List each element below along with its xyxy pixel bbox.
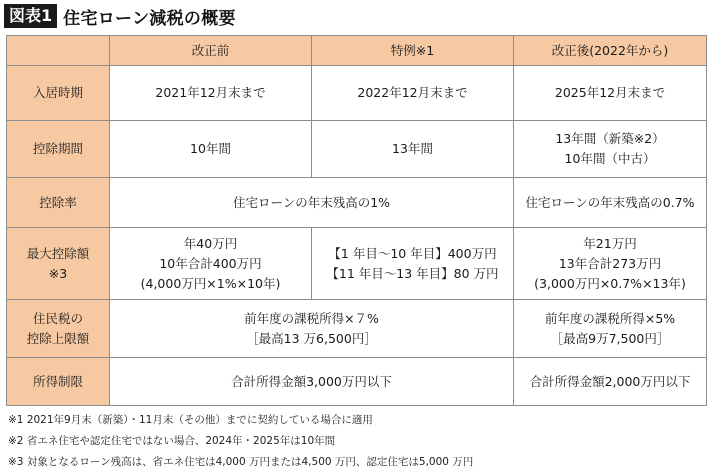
column-header-after: 改正後(2022年から) — [514, 36, 707, 66]
footnote-1: ※1 2021年9月末（新築）・11月末（その他）までに契約している場合に適用 — [8, 414, 373, 426]
max-deduction-special-years-11-13: 【11 年目～13 年目】80 万円 — [326, 265, 499, 281]
max-deduction-after — [514, 228, 707, 300]
row-label-rate: 控除率 — [7, 178, 110, 228]
period-special: 13年間 — [312, 121, 514, 178]
max-deduction-before-formula: (4,000万円×1%×10年) — [140, 275, 281, 291]
resident-tax-before-special — [110, 300, 514, 358]
move-in-after: 2025年12月末まで — [514, 66, 707, 121]
period-before: 10年間 — [110, 121, 312, 178]
resident-tax-before-special-max: ［最高13 万6,500円］ — [246, 330, 377, 346]
row-label-max-deduction-line1: 最大控除額 — [26, 245, 90, 261]
footnote-2: ※2 省エネ住宅や認定住宅ではない場合、2024年・2025年は10年間 — [8, 435, 336, 447]
figure-badge: 図表1 — [4, 4, 57, 28]
figure-title: 住宅ローン減税の概要 — [63, 8, 236, 29]
max-deduction-before — [110, 228, 312, 300]
footnotes — [8, 410, 473, 473]
resident-tax-before-special-rate: 前年度の課税所得×７% — [244, 310, 379, 326]
period-after-new: 13年間（新築※2） — [555, 131, 665, 146]
table-row-max-deduction — [7, 228, 707, 300]
column-header-before: 改正前 — [110, 36, 312, 66]
table-header-row — [7, 36, 707, 66]
rate-before-special: 住宅ローンの年末残高の1% — [110, 178, 514, 228]
row-label-income-limit: 所得制限 — [7, 358, 110, 406]
max-deduction-after-formula: (3,000万円×0.7%×13年) — [534, 275, 686, 291]
resident-tax-after — [514, 300, 707, 358]
row-label-resident-tax — [7, 300, 110, 358]
row-label-period: 控除期間 — [7, 121, 110, 178]
corner-cell — [7, 36, 110, 66]
footnote-3: ※3 対象となるローン残高は、省エネ住宅は4,000 万円または4,500 万円、認定住宅は5,000 万円 — [8, 456, 474, 468]
income-limit-before-special: 合計所得金額3,000万円以下 — [110, 358, 514, 406]
max-deduction-special-years-1-10: 【1 年目～10 年目】400万円 — [328, 245, 497, 261]
row-label-resident-tax-line2: 控除上限額 — [26, 330, 90, 346]
max-deduction-after-annual: 年21万円 — [583, 235, 637, 251]
figure-title-bar — [4, 3, 236, 29]
row-label-resident-tax-line1: 住民税の — [32, 310, 83, 326]
max-deduction-after-total: 13年合計273万円 — [558, 255, 662, 271]
income-limit-after: 合計所得金額2,000万円以下 — [514, 358, 707, 406]
period-after — [514, 121, 707, 178]
period-after-used: 10年間（中古） — [564, 151, 656, 166]
row-label-move-in: 入居時期 — [7, 66, 110, 121]
rate-after: 住宅ローンの年末残高の0.7% — [514, 178, 707, 228]
row-label-max-deduction — [7, 228, 110, 300]
move-in-before: 2021年12月末まで — [110, 66, 312, 121]
move-in-special: 2022年12月末まで — [312, 66, 514, 121]
table-row-income-limit — [7, 358, 707, 406]
max-deduction-special — [312, 228, 514, 300]
table-row-resident-tax — [7, 300, 707, 358]
column-header-special: 特例※1 — [312, 36, 514, 66]
max-deduction-before-total: 10年合計400万円 — [159, 255, 262, 271]
table-row-period — [7, 121, 707, 178]
max-deduction-before-annual: 年40万円 — [183, 235, 238, 251]
table-row-move-in — [7, 66, 707, 121]
row-label-max-deduction-line2: ※3 — [48, 265, 68, 281]
table-row-rate — [7, 178, 707, 228]
tax-deduction-table — [6, 35, 707, 406]
resident-tax-after-rate: 前年度の課税所得×5% — [544, 310, 676, 326]
resident-tax-after-max: ［最高9万7,500円］ — [550, 330, 670, 346]
